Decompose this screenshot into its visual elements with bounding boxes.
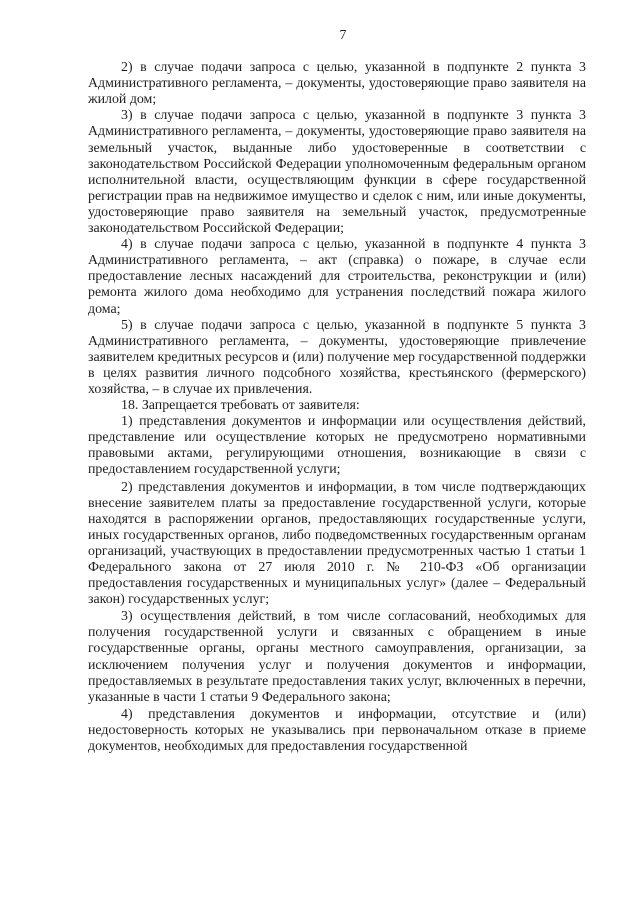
document-page: [88, 28, 586, 755]
paragraph-item-5: 5) в случае подачи запроса с целью, указанной в подпункте 5 пункта 3 Административного регламента, – документы, удостоверяющие привлечение заявителем кредитных ресурсов и (или) получение мер государственной поддержки в целях развития личного подсобного хозяйства, крестьянского (фермерского) хозяйства, – в случае их привлечения.: [88, 317, 586, 397]
paragraph-prohibition-3: 3) осуществления действий, в том числе согласований, необходимых для получения государственной услуги и связанных с обращением в иные государственные органы, органы местного самоуправления, организации, за исключением получения услуг и получения документов и информации, предоставляемых в результате предоставления таких услуг, включенных в перечни, указанные в части 1 статьи 9 Федерального закона;: [88, 609, 586, 705]
paragraph-clause-18: 18. Запрещается требовать от заявителя:: [121, 398, 360, 414]
paragraph-prohibition-1: 1) представления документов и информации или осуществления действий, представление или осуществление которых не предусмотрено нормативными правовыми актами, регулирующими отношения, возникающие в связи с предоставлением государственной услуги;: [88, 414, 586, 478]
paragraph-item-3: 3) в случае подачи запроса с целью, указанной в подпункте 3 пункта 3 Административного регламента, – документы, удостоверяющие право заявителя на земельный участок, выданные либо удостоверенные в соответствии с законодательством Российской Федерации уполномоченным федеральным органом исполнительной власти, осуществляющим функции в сфере государственной регистрации прав на недвижимое имущество и сделок с ним, или иные документы, удостоверяющие право заявителя на земельный участок, предусмотренные законодательством Российской Федерации;: [88, 108, 586, 237]
paragraph-item-2: 2) в случае подачи запроса с целью, указанной в подпункте 2 пункта 3 Административного регламента, – документы, удостоверяющие право заявителя на жилой дом;: [88, 60, 586, 108]
paragraph-prohibition-4: 4) представления документов и информации, отсутствие и (или) недостоверность которых не указывались при первоначальном отказе в приеме документов, необходимых для предоставления государственной: [88, 706, 586, 755]
page-number: 7: [339, 28, 347, 43]
paragraph-item-4: 4) в случае подачи запроса с целью, указанной в подпункте 4 пункта 3 Административного регламента, – акт (справка) о пожаре, в случае если предоставление лесных насаждений для строительства, реконструкции и (или) ремонта жилого дома необходимо для устранения последствий пожара жилого дома;: [88, 237, 586, 317]
paragraph-prohibition-2: 2) представления документов и информации, в том числе подтверждающих внесение заявителем платы за предоставление государственной услуги, которые находятся в распоряжении органов, предоставляющих государственные услуги, иных государственных органов, либо подведомственных государственным органам организаций, участвующих в предоставлении предусмотренных частью 1 статьи 1 Федерального закона от 27 июля 2010 г. № 210-ФЗ «Об организации предоставления государственных и муниципальных услуг» (далее – Федеральный закон) государственных услуг;: [88, 479, 586, 608]
